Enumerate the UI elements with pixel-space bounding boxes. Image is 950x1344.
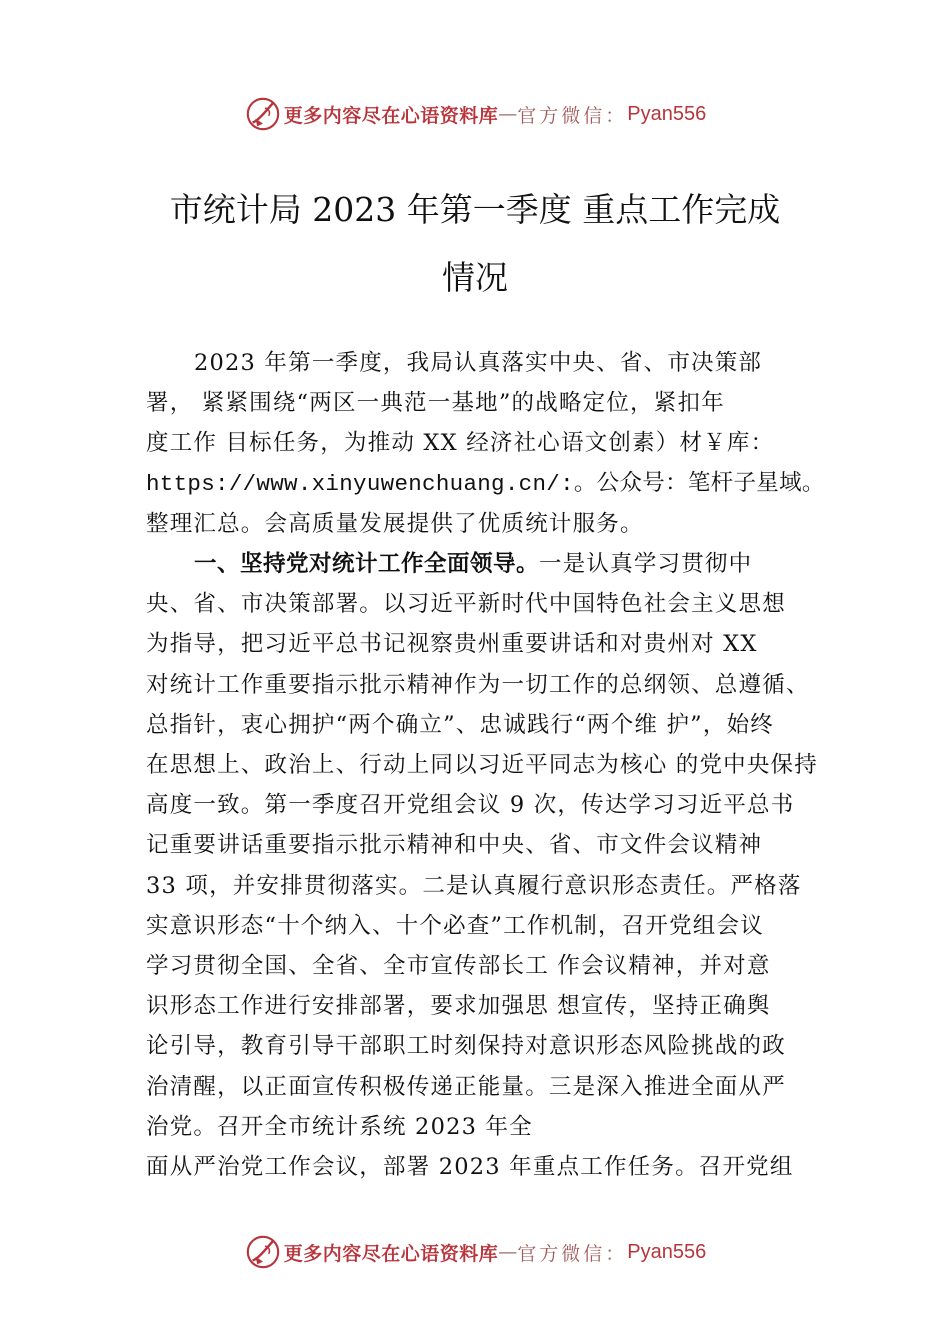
- section-1-line: 治清醒，以正面宣传积极传递正能量。三是深入推进全面从严: [146, 1073, 786, 1100]
- section-1-line: 在思想上、政治上、行动上同以习近平同志为核心 的党中央保持: [146, 752, 818, 779]
- section-1-heading: 一、坚持党对统计工作全面领导。: [194, 551, 540, 578]
- section-1-line: 总指针，衷心拥护“两个确立”、忠诚践行“两个维 护”，始终: [146, 711, 774, 738]
- banner-dash: —: [498, 103, 518, 125]
- document-body: [146, 343, 846, 1187]
- banner-brand-text: 更多内容尽在心语资料库: [283, 104, 499, 127]
- paragraph-1-line: 2023 年第一季度，我局认真落实中央、省、市决策部: [194, 350, 763, 376]
- paragraph-1-url-line: https://www.xinyuwenchuang.cn/:。公众号：笔杆子星域。: [146, 470, 825, 497]
- banner-brand-text: 更多内容尽在心语资料库: [283, 1242, 499, 1265]
- paragraph-1-line: 整理汇总。会高质量发展提供了优质统计服务。: [146, 510, 644, 537]
- paragraph-1-line: 署， 紧紧围绕“两区一典范一基地”的战略定位，紧扣年: [146, 390, 725, 417]
- section-1-line: 识形态工作进行安排部署，要求加强思 想宣传，坚持正确舆: [146, 993, 771, 1020]
- title-line-2: 情况: [442, 258, 508, 297]
- header-watermark-banner: [0, 94, 950, 134]
- section-1-line: 论引导，教育引导干部职工时刻保持对意识形态风险挑战的政: [146, 1033, 786, 1060]
- section-1-line: 33 项，并安排贯彻落实。二是认真履行意识形态责任。严格落: [146, 872, 802, 899]
- footer-watermark-banner: [0, 1232, 950, 1272]
- banner-wechat-label: 官方微信：: [517, 104, 628, 127]
- pen-logo-icon: [244, 1233, 282, 1271]
- paragraph-1-line: 度工作 目标任务，为推动 XX 经济社心语文创素）材￥库：: [146, 430, 775, 457]
- section-1-line: 面从严治党工作会议，部署 2023 年重点工作任务。召开党组: [146, 1154, 794, 1181]
- banner-wechat-id: Pyan556: [627, 1240, 707, 1263]
- section-1-line: 央、省、市决策部署。以习近平新时代中国特色社会主义思想: [146, 591, 786, 618]
- pen-logo-icon: [244, 95, 282, 133]
- section-1-first-line-rest: 一是认真学习贯彻中: [539, 551, 753, 578]
- title-line-1: 市统计局 2023 年第一季度 重点工作完成: [169, 190, 781, 229]
- section-1-first-line: [146, 544, 846, 584]
- section-1-line: 对统计工作重要指示批示精神作为一切工作的总纲领、总遵循、: [146, 671, 810, 698]
- section-1-line: 记重要讲话重要指示批示精神和中央、省、市文件会议精神: [146, 832, 763, 859]
- banner-dash: —: [498, 1241, 518, 1263]
- section-1-line: 治党。召开全市统计系统 2023 年全: [146, 1113, 533, 1140]
- banner-wechat-id: Pyan556: [627, 102, 707, 125]
- section-1-line: 高度一致。第一季度召开党组会议 9 次，传达学习习近平总书: [146, 792, 795, 819]
- section-1-line: 实意识形态“十个纳入、十个必查”工作机制，召开党组会议: [146, 912, 764, 939]
- document-title: [100, 176, 850, 312]
- section-1-line: 为指导，把习近平总书记视察贵州重要讲话和对贵州对 XX: [146, 631, 758, 658]
- banner-wechat-label: 官方微信：: [517, 1242, 628, 1265]
- section-1-line: 学习贯彻全国、全省、全市宣传部长工 作会议精神，并对意: [146, 953, 771, 980]
